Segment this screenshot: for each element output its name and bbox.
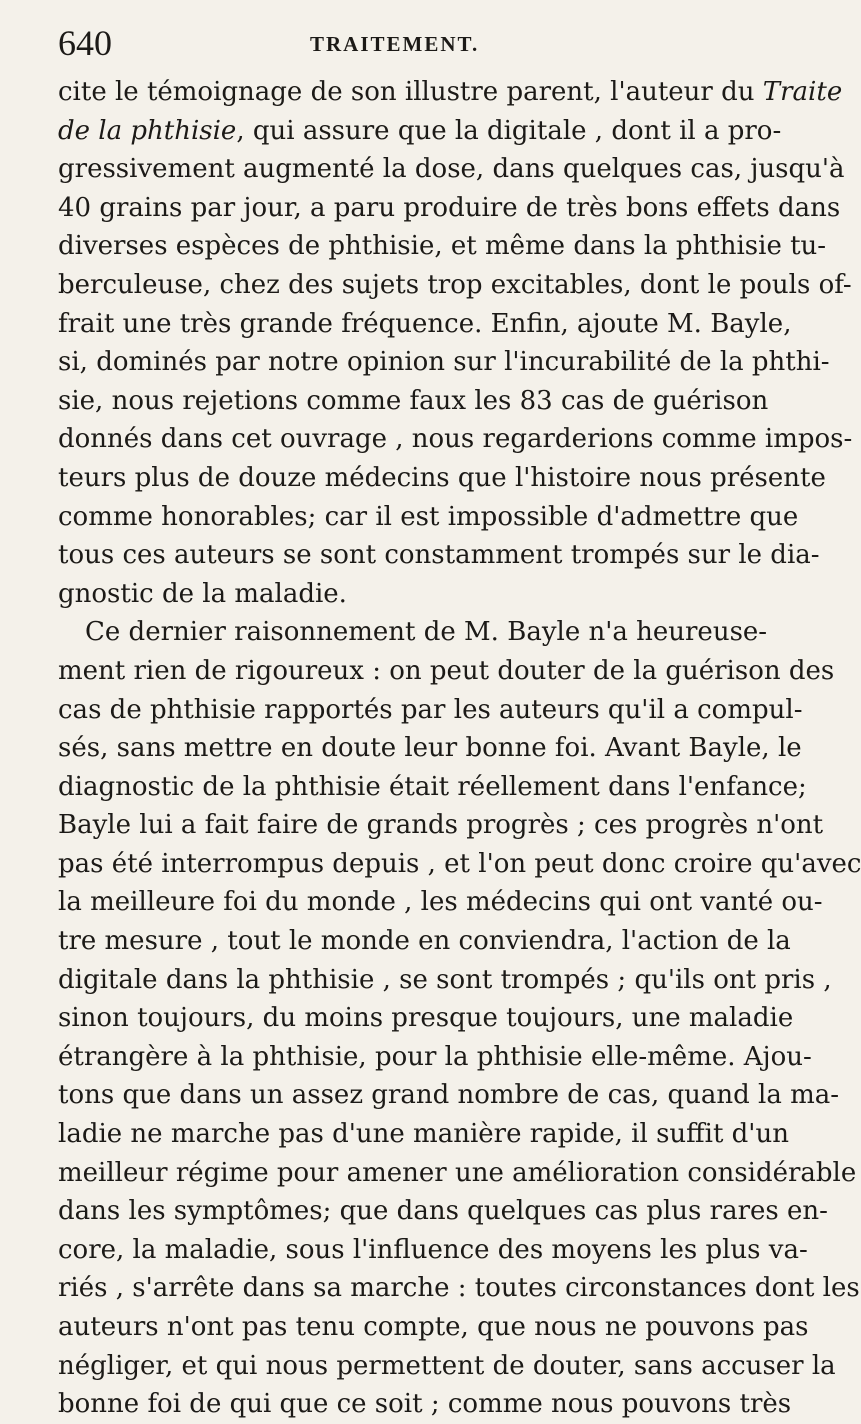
text-line: riés , s'arrête dans sa marche : toutes circonstances dont les	[58, 1273, 860, 1304]
running-head: TRAITEMENT.	[310, 32, 480, 56]
text-line: cas de phthisie rapportés par les auteurs qu'il a compul-	[58, 694, 803, 725]
text-line: core, la maladie, sous l'influence des moyens les plus va-	[58, 1234, 808, 1265]
text-line-start: cite le témoignage de son illustre parent, l'auteur du	[58, 77, 763, 107]
text-line: donnés dans cet ouvrage , nous regarderions comme impos-	[58, 424, 853, 455]
text-line: sinon toujours, du moins presque toujours, une maladie	[58, 1003, 794, 1034]
text-line: bonne foi de qui que ce soit ; comme nous pouvons très	[58, 1389, 792, 1420]
text-line: comme honorables; car il est impossible d'admettre que	[58, 501, 799, 532]
text-line-rest: , qui assure que la digitale , dont il a pro-	[236, 115, 782, 146]
text-line: si, dominés par notre opinion sur l'incurabilité de la phthi-	[58, 347, 830, 378]
text-line: gnostic de la maladie.	[58, 578, 347, 609]
text-line: sés, sans mettre en doute leur bonne foi. Avant Bayle, le	[58, 733, 802, 764]
text-line: teurs plus de douze médecins que l'histoire nous présente	[58, 462, 826, 493]
text-line: diverses espèces de phthisie, et même dans la phthisie tu-	[58, 231, 827, 262]
text-line: 40 grains par jour, a paru produire de très bons effets dans	[58, 192, 841, 223]
text-line: étrangère à la phthisie, pour la phthisie elle-même. Ajou-	[58, 1041, 812, 1072]
paragraph-start-line: Ce dernier raisonnement de M. Bayle n'a heureuse-	[85, 617, 768, 648]
text-line: berculeuse, chez des sujets trop excitables, dont le pouls of-	[58, 269, 852, 300]
text-line	[58, 73, 843, 112]
text-line: meilleur régime pour amener une amélioration considérable	[58, 1157, 857, 1188]
text-line	[58, 112, 782, 151]
text-line: ladie ne marche pas d'une manière rapide, il suffit d'un	[58, 1119, 789, 1150]
text-line: tre mesure , tout le monde en conviendra, l'action de la	[58, 926, 791, 957]
book-title-italic-continued: de la phthisie	[58, 115, 237, 146]
text-line: digitale dans la phthisie , se sont trompés ; qu'ils ont pris ,	[58, 964, 832, 995]
body-text	[58, 73, 861, 1424]
text-line: ment rien de rigoureux : on peut douter de la guérison des	[58, 655, 835, 686]
text-line: gressivement augmenté la dose, dans quelques cas, jusqu'à	[58, 154, 845, 185]
page-number: 640	[58, 23, 112, 63]
text-line: dans les symptômes; que dans quelques cas plus rares en-	[58, 1196, 828, 1227]
text-line: tous ces auteurs se sont constamment trompés sur le dia-	[58, 540, 820, 571]
text-line: frait une très grande fréquence. Enfin, ajoute M. Bayle,	[58, 308, 792, 339]
text-line: diagnostic de la phthisie était réellement dans l'enfance;	[58, 771, 807, 802]
text-line: Bayle lui a fait faire de grands progrès ; ces progrès n'ont	[58, 810, 824, 841]
text-line: tons que dans un assez grand nombre de cas, quand la ma-	[58, 1080, 840, 1111]
text-line: auteurs n'ont pas tenu compte, que nous ne pouvons pas	[58, 1312, 809, 1342]
text-line: sie, nous rejetions comme faux les 83 cas de guérison	[58, 385, 769, 416]
text-line: pas été interrompus depuis , et l'on peut donc croire qu'avec	[58, 848, 861, 879]
text-line: négliger, et qui nous permettent de douter, sans accuser la	[58, 1350, 836, 1381]
book-title-italic: Traite	[762, 77, 843, 107]
text-line: la meilleure foi du monde , les médecins qui ont vanté ou-	[58, 887, 823, 918]
page-header	[58, 20, 740, 66]
